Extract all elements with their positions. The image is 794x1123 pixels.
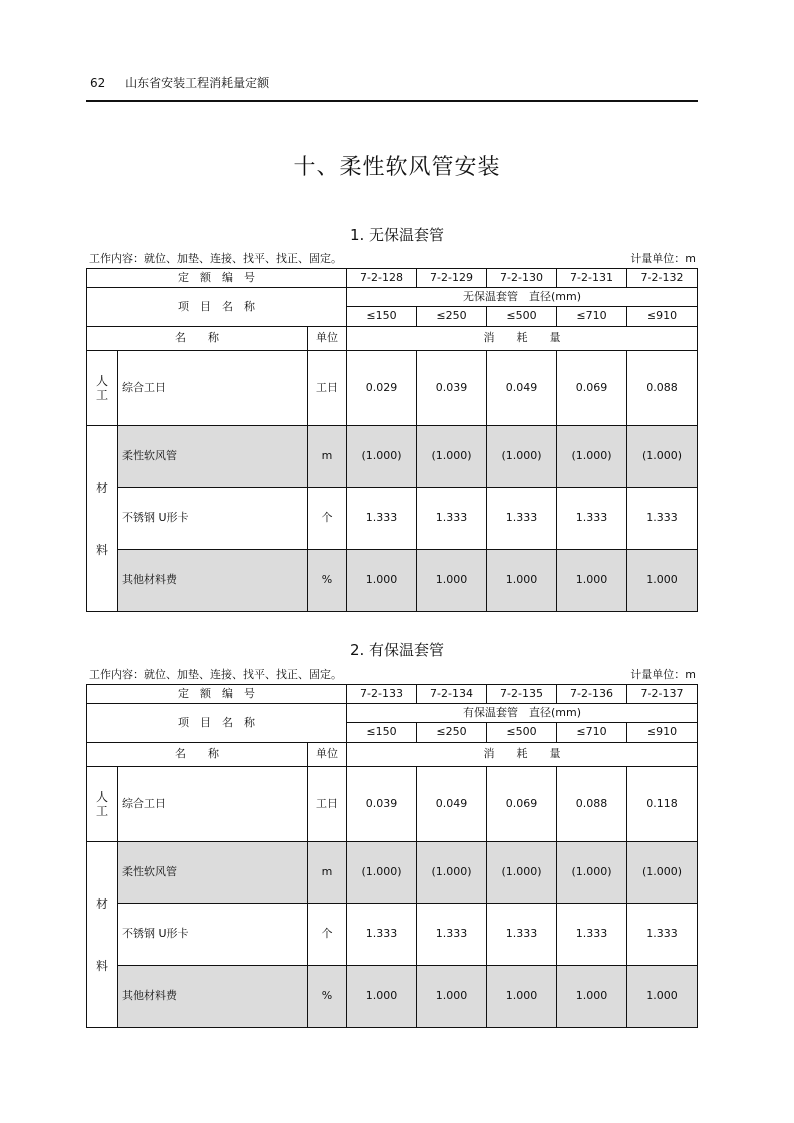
diameter-cell: ≤150 <box>347 723 417 743</box>
material-value: 1.000 <box>627 966 698 1028</box>
quota-code: 7-2-137 <box>627 685 698 704</box>
material-name: 不锈钢 U形卡 <box>118 904 308 966</box>
section-1-subtitle: 1. 无保温套管 <box>349 226 445 244</box>
name-column-header: 名 称 <box>87 327 308 351</box>
material-value: 1.000 <box>347 550 417 612</box>
section-2-work-content: 工作内容：就位、加垫、连接、找平、找正、固定。 <box>89 668 342 681</box>
labor-value: 0.069 <box>487 767 557 842</box>
material-unit: m <box>308 426 347 488</box>
material-value: 1.000 <box>487 966 557 1028</box>
page-number: 62 <box>90 76 106 90</box>
header-rule <box>86 100 698 102</box>
labor-value: 0.049 <box>487 351 557 426</box>
material-value: 1.000 <box>417 966 487 1028</box>
labor-value: 0.039 <box>417 351 487 426</box>
material-value: (1.000) <box>627 842 698 904</box>
quota-code: 7-2-136 <box>557 685 627 704</box>
quota-code: 7-2-130 <box>487 269 557 288</box>
diameter-cell: ≤500 <box>487 307 557 327</box>
diameter-cell: ≤710 <box>557 307 627 327</box>
labor-value: 0.088 <box>557 767 627 842</box>
consumption-header: 消 耗 量 <box>347 743 698 767</box>
material-unit: % <box>308 550 347 612</box>
material-value: 1.333 <box>347 904 417 966</box>
labor-value: 0.118 <box>627 767 698 842</box>
material-name: 其他材料费 <box>118 550 308 612</box>
material-value: 1.000 <box>487 550 557 612</box>
labor-unit: 工日 <box>308 351 347 426</box>
diameter-cell: ≤910 <box>627 307 698 327</box>
material-value: 1.333 <box>417 904 487 966</box>
diameter-cell: ≤250 <box>417 723 487 743</box>
material-category: 材料 <box>87 426 118 612</box>
material-value: (1.000) <box>557 842 627 904</box>
unit-column-header: 单位 <box>308 327 347 351</box>
section-2-subtitle: 2. 有保温套管 <box>349 641 445 659</box>
code-header: 定 额 编 号 <box>87 685 347 704</box>
material-value: 1.333 <box>627 904 698 966</box>
material-value: (1.000) <box>487 426 557 488</box>
labor-name: 综合工日 <box>118 351 308 426</box>
labor-category: 人工 <box>87 767 118 842</box>
material-unit: 个 <box>308 904 347 966</box>
material-unit: % <box>308 966 347 1028</box>
material-value: (1.000) <box>347 426 417 488</box>
material-value: (1.000) <box>417 426 487 488</box>
material-value: 1.000 <box>347 966 417 1028</box>
material-value: (1.000) <box>557 426 627 488</box>
quota-table-2 <box>86 684 698 1028</box>
material-value: 1.000 <box>417 550 487 612</box>
unit-column-header: 单位 <box>308 743 347 767</box>
labor-unit: 工日 <box>308 767 347 842</box>
code-header: 定 额 编 号 <box>87 269 347 288</box>
diameter-cell: ≤150 <box>347 307 417 327</box>
material-value: 1.333 <box>627 488 698 550</box>
quota-code: 7-2-131 <box>557 269 627 288</box>
section-1-unit-note: 计量单位：m <box>630 252 696 265</box>
material-value: 1.000 <box>557 966 627 1028</box>
section-1-work-content: 工作内容：就位、加垫、连接、找平、找正、固定。 <box>89 252 342 265</box>
material-category: 材料 <box>87 842 118 1028</box>
material-value: 1.000 <box>557 550 627 612</box>
diameter-cell: ≤910 <box>627 723 698 743</box>
material-value: (1.000) <box>627 426 698 488</box>
diameter-cell: ≤710 <box>557 723 627 743</box>
quota-code: 7-2-134 <box>417 685 487 704</box>
material-unit: m <box>308 842 347 904</box>
material-unit: 个 <box>308 488 347 550</box>
labor-value: 0.029 <box>347 351 417 426</box>
material-name: 柔性软风管 <box>118 842 308 904</box>
material-value: 1.333 <box>347 488 417 550</box>
labor-value: 0.069 <box>557 351 627 426</box>
page-header <box>90 74 285 91</box>
quota-code: 7-2-133 <box>347 685 417 704</box>
quota-code: 7-2-132 <box>627 269 698 288</box>
material-value: 1.333 <box>557 488 627 550</box>
material-value: (1.000) <box>487 842 557 904</box>
material-value: (1.000) <box>347 842 417 904</box>
quota-code: 7-2-135 <box>487 685 557 704</box>
material-name: 不锈钢 U形卡 <box>118 488 308 550</box>
section-2-unit-note: 计量单位：m <box>630 668 696 681</box>
labor-category: 人工 <box>87 351 118 426</box>
main-title: 十、柔性软风管安装 <box>293 155 501 180</box>
material-value: 1.333 <box>487 904 557 966</box>
diameter-cell: ≤500 <box>487 723 557 743</box>
labor-value: 0.049 <box>417 767 487 842</box>
item-name-header: 项 目 名 称 <box>87 288 347 327</box>
book-title: 山东省安装工程消耗量定额 <box>125 76 270 90</box>
labor-value: 0.088 <box>627 351 698 426</box>
labor-name: 综合工日 <box>118 767 308 842</box>
quota-code: 7-2-128 <box>347 269 417 288</box>
labor-value: 0.039 <box>347 767 417 842</box>
consumption-header: 消 耗 量 <box>347 327 698 351</box>
material-value: 1.333 <box>487 488 557 550</box>
material-value: 1.333 <box>417 488 487 550</box>
group-title: 无保温套管 直径(mm) <box>347 288 698 307</box>
material-value: 1.000 <box>627 550 698 612</box>
material-name: 柔性软风管 <box>118 426 308 488</box>
quota-code: 7-2-129 <box>417 269 487 288</box>
material-value: (1.000) <box>417 842 487 904</box>
name-column-header: 名 称 <box>87 743 308 767</box>
group-title: 有保温套管 直径(mm) <box>347 704 698 723</box>
diameter-cell: ≤250 <box>417 307 487 327</box>
material-value: 1.333 <box>557 904 627 966</box>
material-name: 其他材料费 <box>118 966 308 1028</box>
quota-table-1 <box>86 268 698 612</box>
item-name-header: 项 目 名 称 <box>87 704 347 743</box>
